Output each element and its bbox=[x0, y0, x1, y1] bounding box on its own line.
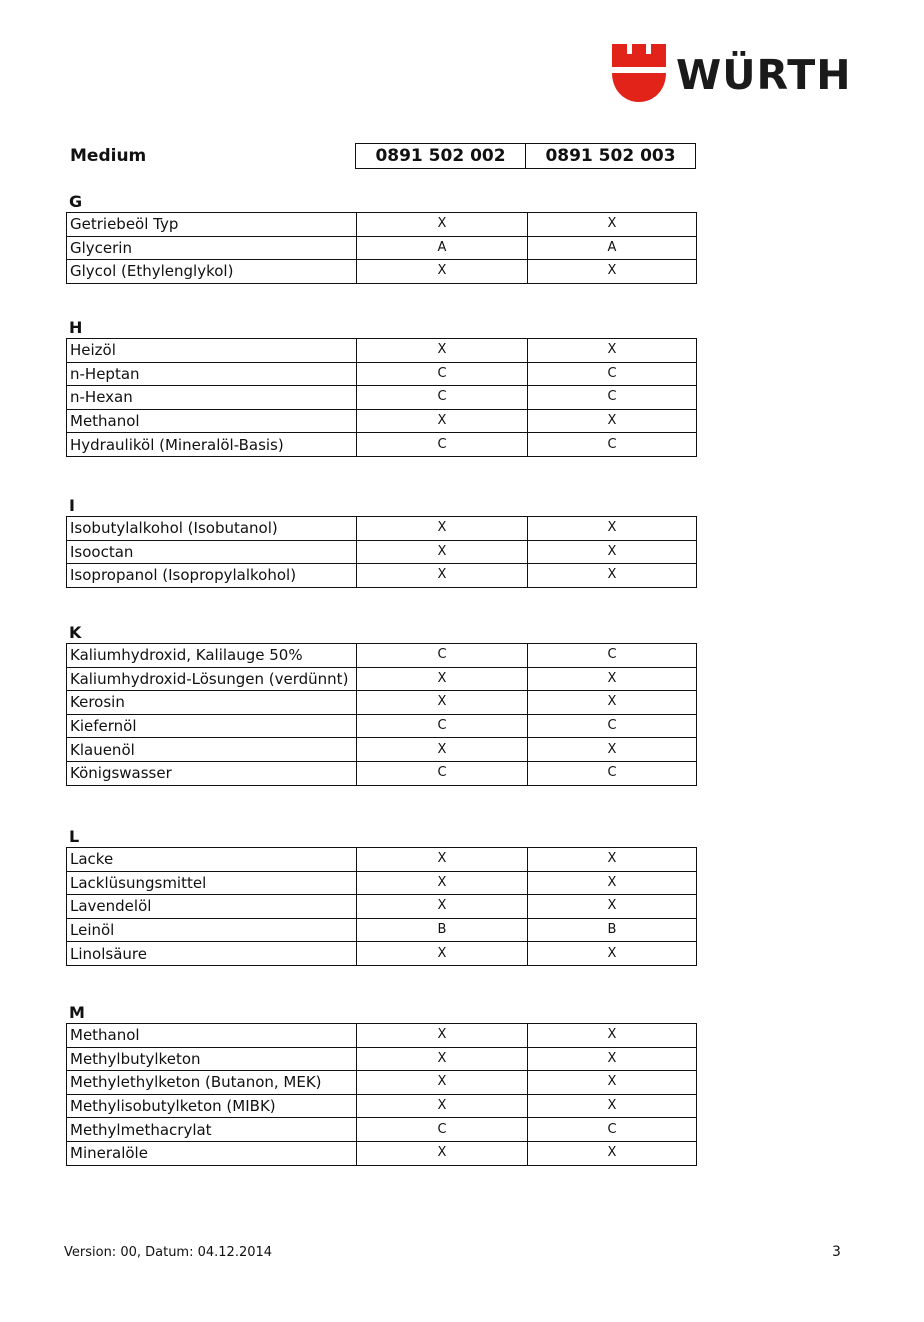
rating-cell-003: X bbox=[528, 871, 697, 895]
medium-name-cell: Lacklüsungsmittel bbox=[67, 871, 357, 895]
rating-cell-002: C bbox=[357, 433, 528, 457]
medium-name-cell: Methanol bbox=[67, 409, 357, 433]
medium-name-cell: Isobutylalkohol (Isobutanol) bbox=[67, 517, 357, 541]
medium-name-cell: Methylbutylketon bbox=[67, 1047, 357, 1071]
rating-cell-002: X bbox=[357, 409, 528, 433]
table-row bbox=[67, 738, 697, 762]
page-number: 3 bbox=[832, 1244, 841, 1260]
section-letter: K bbox=[69, 623, 82, 642]
table-row bbox=[67, 848, 697, 872]
medium-name-cell: Methylethylketon (Butanon, MEK) bbox=[67, 1071, 357, 1095]
section-letter: L bbox=[69, 827, 80, 846]
table-row bbox=[67, 386, 697, 410]
section-table bbox=[66, 643, 697, 786]
rating-cell-002: X bbox=[357, 667, 528, 691]
section-table bbox=[66, 338, 697, 457]
rating-cell-002: X bbox=[357, 213, 528, 237]
table-row bbox=[67, 517, 697, 541]
rating-cell-002: X bbox=[357, 1141, 528, 1165]
rating-cell-003: X bbox=[528, 848, 697, 872]
rating-cell-002: X bbox=[357, 871, 528, 895]
table-row bbox=[67, 433, 697, 457]
table-row bbox=[67, 213, 697, 237]
section-i bbox=[66, 496, 696, 588]
section-table bbox=[66, 847, 697, 966]
rating-cell-003: C bbox=[528, 1118, 697, 1142]
rating-cell-002: C bbox=[357, 362, 528, 386]
medium-name-cell: Königswasser bbox=[67, 761, 357, 785]
rating-cell-002: X bbox=[357, 339, 528, 363]
rating-cell-003: A bbox=[528, 236, 697, 260]
rating-cell-003: X bbox=[528, 213, 697, 237]
section-table bbox=[66, 212, 697, 284]
section-table bbox=[66, 1023, 697, 1166]
section-letter: G bbox=[69, 192, 83, 211]
rating-cell-003: X bbox=[528, 738, 697, 762]
rating-cell-002: C bbox=[357, 714, 528, 738]
medium-name-cell: Methanol bbox=[67, 1024, 357, 1048]
medium-label: Medium bbox=[70, 146, 147, 166]
medium-name-cell: n-Hexan bbox=[67, 386, 357, 410]
table-row bbox=[67, 1047, 697, 1071]
section-m bbox=[66, 1003, 696, 1166]
medium-name-cell: Hydrauliköl (Mineralöl-Basis) bbox=[67, 433, 357, 457]
rating-cell-003: C bbox=[528, 362, 697, 386]
rating-cell-002: X bbox=[357, 260, 528, 284]
section-letter: I bbox=[69, 496, 75, 515]
rating-cell-003: C bbox=[528, 433, 697, 457]
rating-cell-002: C bbox=[357, 1118, 528, 1142]
rating-cell-003: X bbox=[528, 1094, 697, 1118]
table-row bbox=[67, 895, 697, 919]
table-row bbox=[67, 1071, 697, 1095]
rating-cell-003: X bbox=[528, 540, 697, 564]
rating-cell-003: C bbox=[528, 761, 697, 785]
rating-cell-002: A bbox=[357, 236, 528, 260]
section-l bbox=[66, 827, 696, 966]
medium-name-cell: Heizöl bbox=[67, 339, 357, 363]
medium-name-cell: Linolsäure bbox=[67, 942, 357, 966]
table-row bbox=[67, 644, 697, 668]
rating-cell-002: C bbox=[357, 644, 528, 668]
rating-cell-002: X bbox=[357, 848, 528, 872]
medium-name-cell: Methylmethacrylat bbox=[67, 1118, 357, 1142]
medium-name-cell: Lavendelöl bbox=[67, 895, 357, 919]
table-row bbox=[67, 260, 697, 284]
medium-name-cell: Isopropanol (Isopropylalkohol) bbox=[67, 564, 357, 588]
section-letter: M bbox=[69, 1003, 85, 1022]
table-row bbox=[67, 540, 697, 564]
table-row bbox=[67, 942, 697, 966]
medium-name-cell: Glycerin bbox=[67, 236, 357, 260]
table-row bbox=[67, 871, 697, 895]
rating-cell-003: X bbox=[528, 517, 697, 541]
rating-cell-003: X bbox=[528, 1071, 697, 1095]
table-row bbox=[67, 667, 697, 691]
medium-name-cell: Lacke bbox=[67, 848, 357, 872]
table-row bbox=[67, 691, 697, 715]
rating-cell-003: X bbox=[528, 1141, 697, 1165]
rating-cell-003: X bbox=[528, 1047, 697, 1071]
rating-cell-003: X bbox=[528, 409, 697, 433]
wuerth-logo-text: WÜRTH bbox=[676, 51, 852, 99]
medium-name-cell: Kerosin bbox=[67, 691, 357, 715]
table-row bbox=[67, 714, 697, 738]
rating-cell-003: C bbox=[528, 714, 697, 738]
table-row bbox=[67, 1118, 697, 1142]
rating-cell-003: X bbox=[528, 942, 697, 966]
wuerth-logo-icon bbox=[612, 44, 666, 102]
rating-cell-002: X bbox=[357, 1047, 528, 1071]
rating-cell-003: B bbox=[528, 918, 697, 942]
rating-cell-003: C bbox=[528, 386, 697, 410]
section-letter: H bbox=[69, 318, 83, 337]
section-k bbox=[66, 623, 696, 786]
medium-name-cell: Kaliumhydroxid, Kalilauge 50% bbox=[67, 644, 357, 668]
rating-cell-002: X bbox=[357, 691, 528, 715]
table-row bbox=[67, 564, 697, 588]
rating-cell-003: X bbox=[528, 691, 697, 715]
table-row bbox=[67, 918, 697, 942]
medium-name-cell: Getriebeöl Typ bbox=[67, 213, 357, 237]
section-g bbox=[66, 192, 696, 284]
section-table bbox=[66, 516, 697, 588]
product-number-1: 0891 502 002 bbox=[375, 146, 506, 166]
column-header-row bbox=[68, 143, 696, 169]
table-row bbox=[67, 409, 697, 433]
rating-cell-002: X bbox=[357, 942, 528, 966]
product-number-2: 0891 502 003 bbox=[525, 144, 695, 168]
rating-cell-002: C bbox=[357, 386, 528, 410]
medium-name-cell: Mineralöle bbox=[67, 1141, 357, 1165]
table-row bbox=[67, 236, 697, 260]
medium-name-cell: Kaliumhydroxid-Lösungen (verdünnt) bbox=[67, 667, 357, 691]
medium-name-cell: Isooctan bbox=[67, 540, 357, 564]
rating-cell-002: X bbox=[357, 738, 528, 762]
rating-cell-003: X bbox=[528, 1024, 697, 1048]
table-row bbox=[67, 339, 697, 363]
rating-cell-003: X bbox=[528, 895, 697, 919]
rating-cell-002: X bbox=[357, 517, 528, 541]
medium-name-cell: Methylisobutylketon (MIBK) bbox=[67, 1094, 357, 1118]
rating-cell-003: C bbox=[528, 644, 697, 668]
rating-cell-002: B bbox=[357, 918, 528, 942]
medium-name-cell: Leinöl bbox=[67, 918, 357, 942]
rating-cell-002: C bbox=[357, 761, 528, 785]
rating-cell-003: X bbox=[528, 339, 697, 363]
table-row bbox=[67, 761, 697, 785]
product-number-box bbox=[355, 143, 696, 169]
rating-cell-003: X bbox=[528, 564, 697, 588]
wuerth-logo bbox=[612, 44, 870, 106]
medium-name-cell: Glycol (Ethylenglykol) bbox=[67, 260, 357, 284]
rating-cell-003: X bbox=[528, 260, 697, 284]
rating-cell-002: X bbox=[357, 895, 528, 919]
rating-cell-003: X bbox=[528, 667, 697, 691]
table-row bbox=[67, 1094, 697, 1118]
section-h bbox=[66, 318, 696, 457]
medium-name-cell: n-Heptan bbox=[67, 362, 357, 386]
medium-name-cell: Klauenöl bbox=[67, 738, 357, 762]
table-row bbox=[67, 1141, 697, 1165]
table-row bbox=[67, 1024, 697, 1048]
table-row bbox=[67, 362, 697, 386]
medium-name-cell: Kiefernöl bbox=[67, 714, 357, 738]
rating-cell-002: X bbox=[357, 1094, 528, 1118]
footer-version: Version: 00, Datum: 04.12.2014 bbox=[64, 1245, 273, 1260]
rating-cell-002: X bbox=[357, 564, 528, 588]
rating-cell-002: X bbox=[357, 1071, 528, 1095]
rating-cell-002: X bbox=[357, 540, 528, 564]
rating-cell-002: X bbox=[357, 1024, 528, 1048]
